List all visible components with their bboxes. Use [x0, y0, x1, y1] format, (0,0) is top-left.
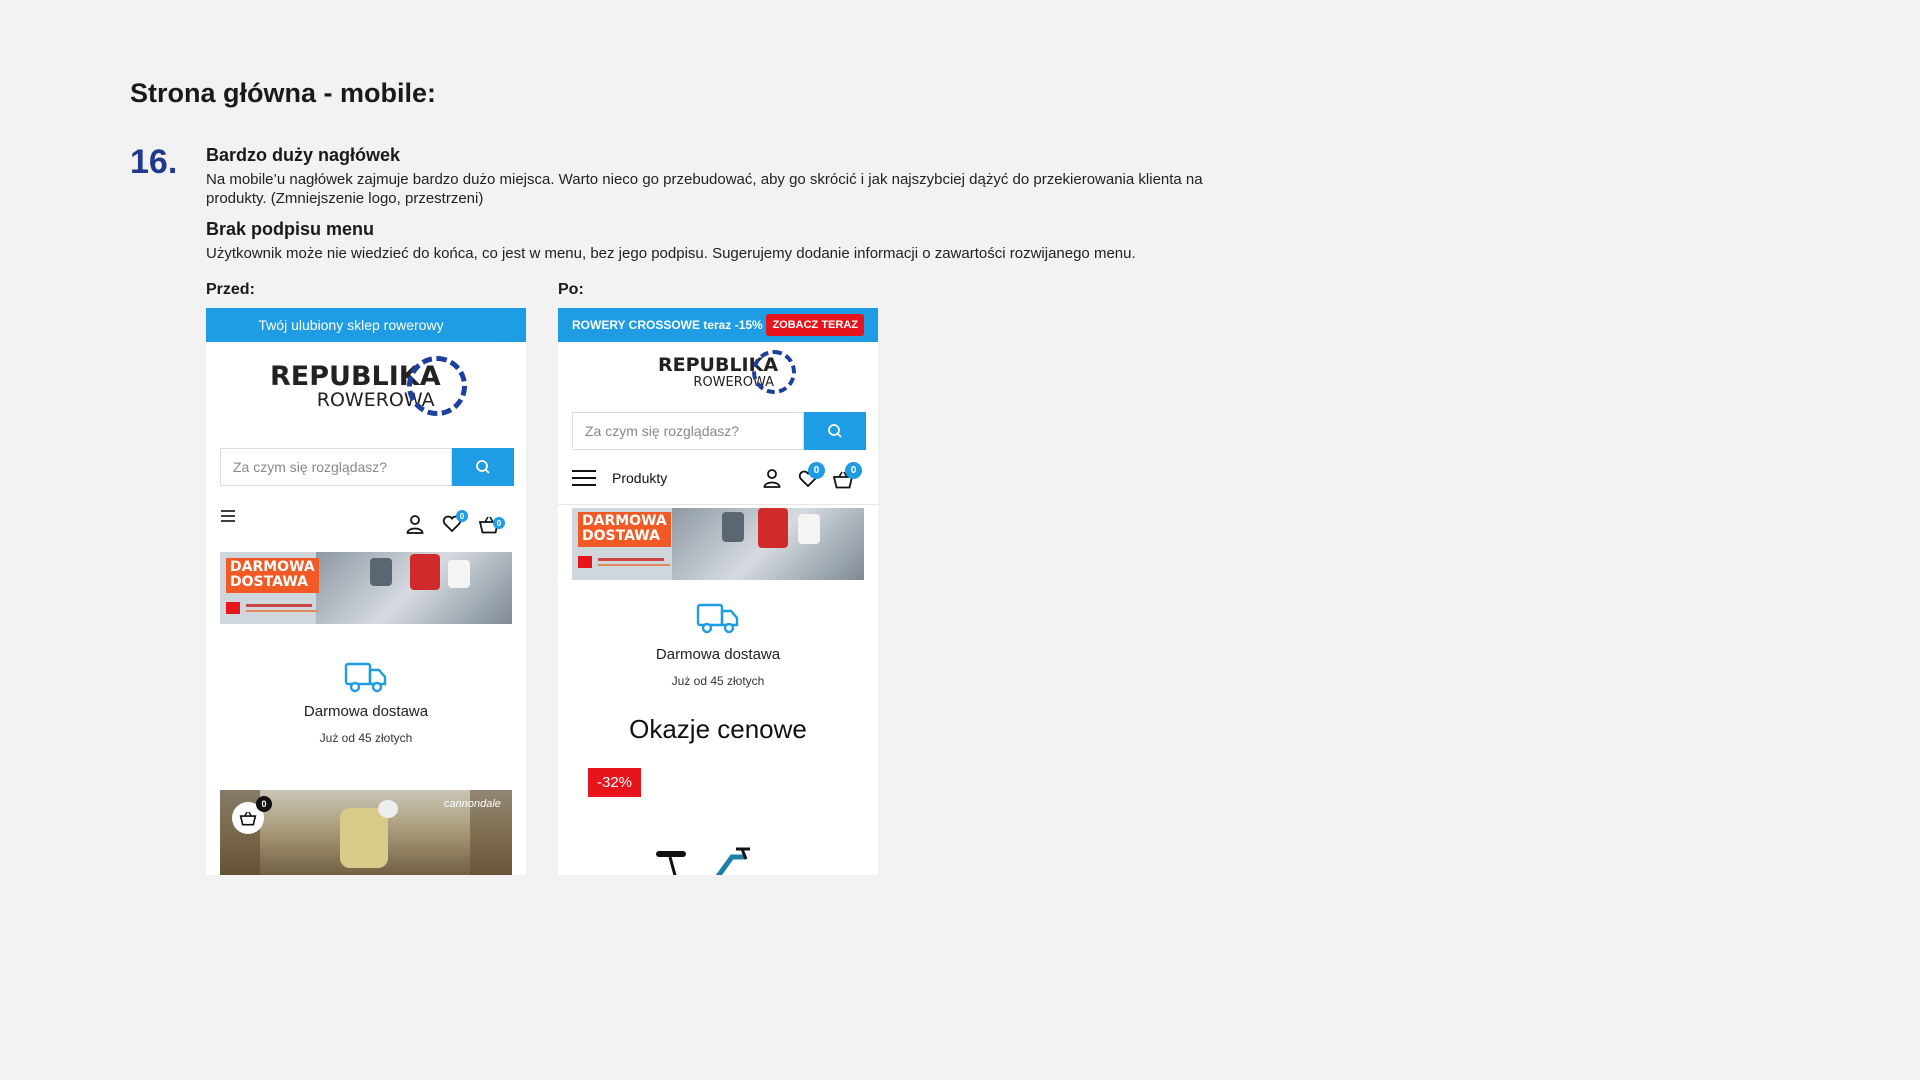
issue-2-description: Użytkownik może nie wiedzieć do końca, co jest w menu, bez jego podpisu. Sugerujemy dodanie informacji o zawartości rozwijanego menu.	[206, 245, 1136, 262]
after-search-button[interactable]	[804, 412, 866, 450]
promo-fineprint	[598, 564, 670, 566]
rider-image	[370, 558, 392, 586]
rider-image	[798, 514, 820, 544]
before-logo-main: REPUBLIKA	[270, 360, 441, 392]
rider-image	[410, 554, 440, 590]
before-search	[220, 448, 514, 486]
promo-fineprint	[246, 604, 312, 607]
before-feature-sub: Już od 45 złotych	[319, 731, 413, 745]
before-topbar-text: Twój ulubiony sklep rowerowy	[258, 317, 444, 333]
after-search	[572, 412, 866, 450]
after-logo[interactable]	[658, 350, 796, 394]
after-logo-sub: ROWEROWA	[693, 374, 775, 390]
after-feature-title: Darmowa dostawa	[655, 646, 781, 663]
after-promo-banner[interactable]	[572, 508, 864, 580]
before-feature-title: Darmowa dostawa	[303, 703, 429, 720]
hamburger-menu-icon	[572, 469, 596, 487]
search-icon	[475, 459, 491, 475]
after-feature-sub: Już od 45 złotych	[671, 674, 765, 688]
issue-1-description: Na mobile’u nagłówek zajmuje bardzo dużo miejsca. Warto nieco go przebudować, aby go skrócić i jak najszybciej dążyć do przekierowania klienta na produkty. (Zmniejszenie logo, przestrzeni)	[206, 171, 1203, 207]
before-wishlist-badge: 0	[456, 510, 468, 522]
after-topbar-text: ROWERY CROSSOWE teraz -15%	[572, 318, 763, 332]
user-icon[interactable]	[406, 514, 424, 539]
before-promo-line2: DOSTAWA	[230, 574, 308, 591]
helmet-image	[378, 800, 398, 818]
issue-number: 16.	[130, 143, 178, 181]
promo-fineprint	[246, 610, 318, 612]
issue-2-title: Brak podpisu menu	[206, 219, 375, 239]
brand-watermark: cannondale	[444, 798, 501, 810]
orlen-logo	[578, 556, 592, 568]
before-search-input[interactable]: Za czym się rozglądasz?	[220, 448, 452, 486]
products-menu-button[interactable]	[572, 469, 667, 487]
before-promo-line1: DARMOWA	[230, 559, 315, 575]
page-title: Strona główna - mobile:	[130, 78, 437, 108]
basket-icon	[239, 811, 257, 826]
before-logo[interactable]	[270, 356, 467, 416]
gear-icon	[752, 350, 796, 394]
issue-1	[206, 145, 1256, 208]
before-logo-sub: ROWEROWA	[316, 388, 435, 411]
rider-image	[722, 512, 744, 542]
after-search-input[interactable]: Za czym się rozglądasz?	[572, 412, 804, 450]
after-topbar	[558, 308, 878, 342]
section-title: Okazje cenowe	[629, 714, 807, 744]
rider-image	[448, 560, 470, 588]
search-icon	[827, 423, 843, 439]
user-icon[interactable]	[763, 468, 781, 493]
after-promo-label	[578, 512, 671, 547]
after-promo-line2: DOSTAWA	[582, 528, 660, 545]
before-search-button[interactable]	[452, 448, 514, 486]
before-phone-mockup	[206, 308, 526, 875]
after-cart-badge: 0	[845, 462, 862, 479]
orlen-logo	[226, 602, 240, 614]
after-wishlist-badge: 0	[808, 462, 825, 479]
rider-image	[758, 508, 788, 548]
before-promo-label	[226, 558, 319, 593]
after-logo-main: REPUBLIKA	[658, 353, 779, 376]
bike-product-image[interactable]	[656, 845, 766, 875]
truck-icon	[344, 660, 388, 699]
before-promo-banner[interactable]	[220, 552, 512, 624]
issue-1-title: Bardzo duży nagłówek	[206, 145, 401, 165]
hamburger-menu-icon[interactable]	[221, 509, 235, 528]
gear-icon	[407, 356, 467, 416]
before-cart-badge: 0	[493, 517, 505, 529]
cyclist-image	[340, 808, 388, 868]
before-label: Przed:	[206, 281, 255, 298]
menu-label: Produkty	[612, 470, 668, 486]
after-label: Po:	[558, 281, 584, 298]
photo-cart-badge: 0	[256, 796, 272, 812]
after-phone-mockup	[558, 308, 878, 875]
truck-icon	[696, 601, 740, 640]
promo-fineprint	[598, 558, 664, 561]
after-promo-line1: DARMOWA	[582, 513, 667, 529]
zobacz-teraz-button[interactable]: ZOBACZ TERAZ	[766, 314, 864, 336]
divider	[558, 504, 878, 505]
discount-badge: -32%	[588, 768, 641, 797]
issue-2	[206, 219, 1256, 263]
before-product-photo[interactable]	[220, 790, 512, 875]
before-topbar	[206, 308, 526, 342]
